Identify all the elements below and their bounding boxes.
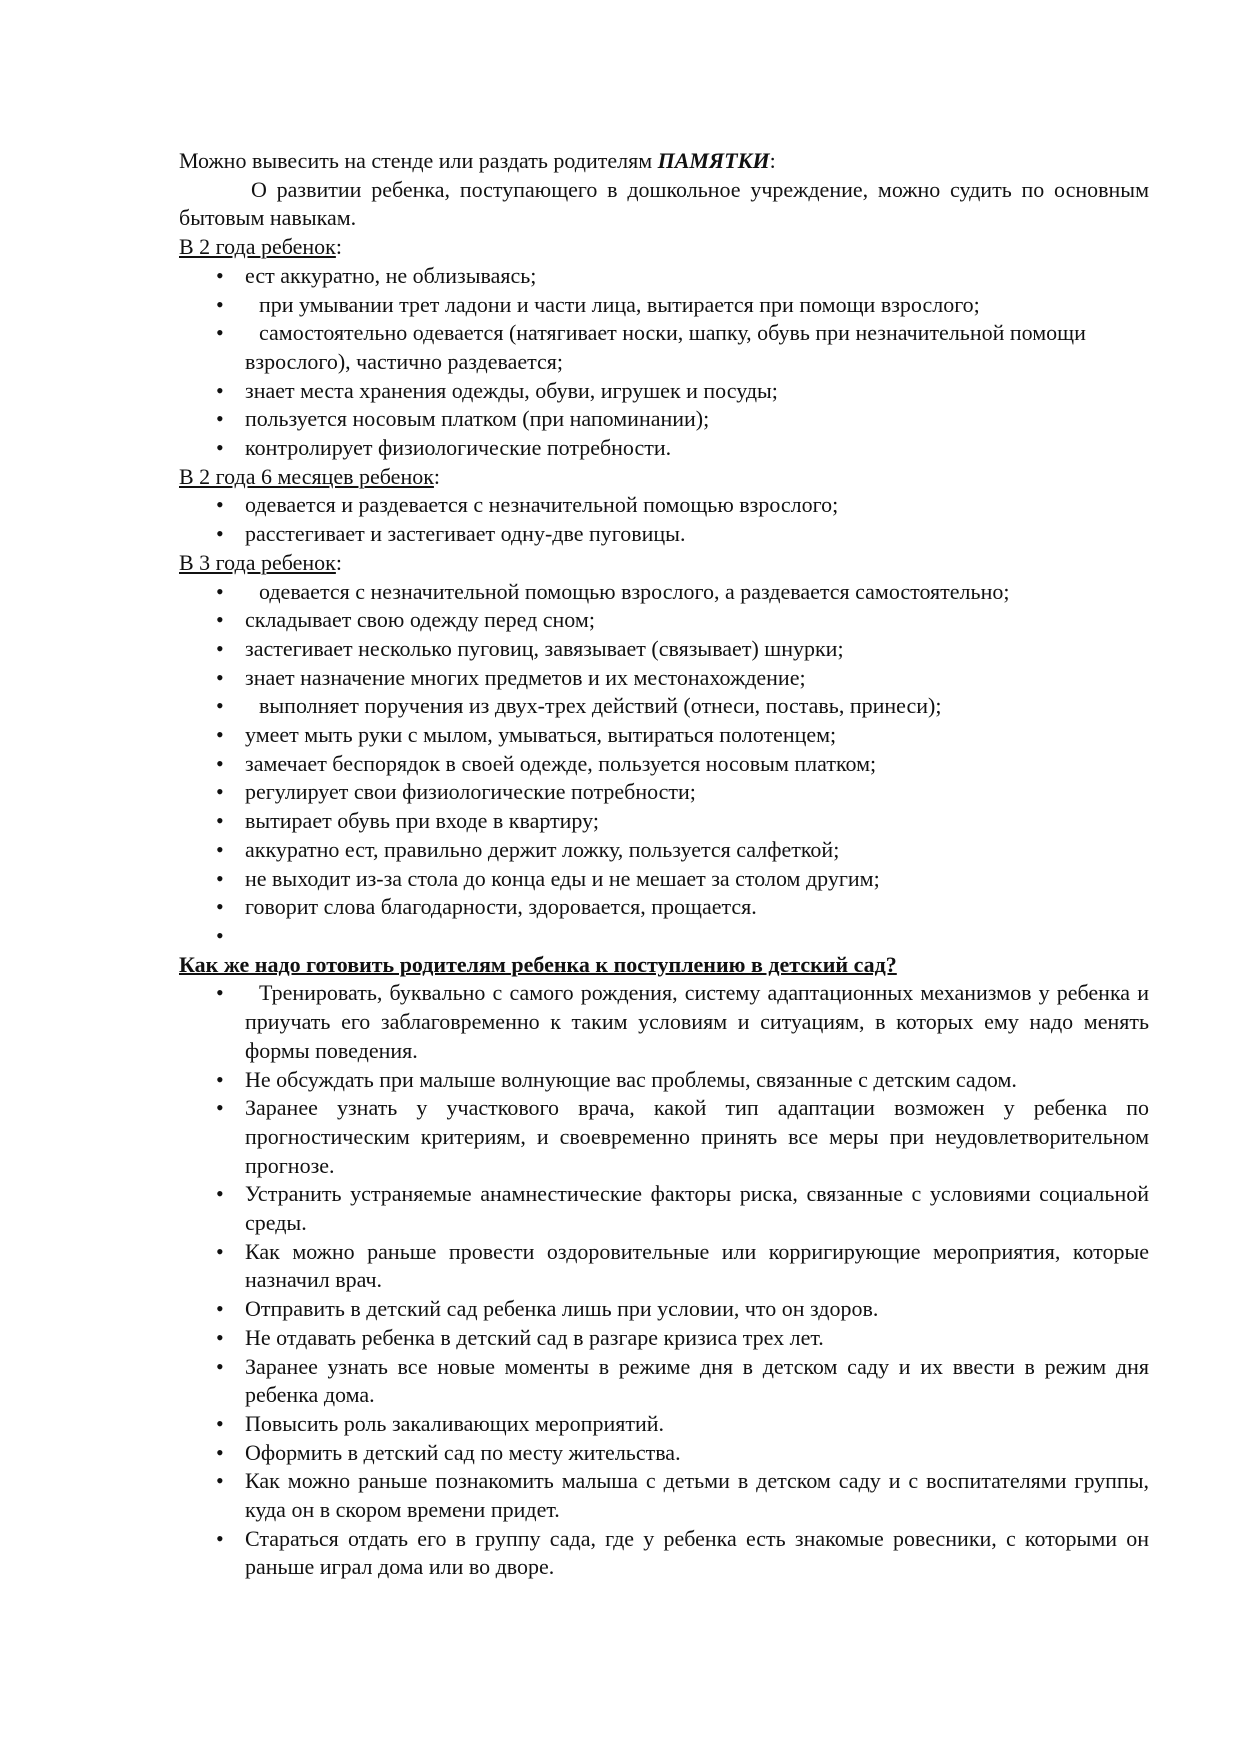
section-title-text: В 3 года ребенок bbox=[179, 549, 336, 575]
list-item-text: Как можно раньше познакомить малыша с детьми в детском саду и с воспитателями группы, куда он в скором времени придет. bbox=[245, 1468, 1149, 1523]
list-item-text: не выходит из-за стола до конца еды и не мешает за столом другим; bbox=[245, 865, 880, 891]
bullet-icon: • bbox=[216, 922, 224, 948]
skills-list bbox=[179, 262, 1149, 463]
intro-colon: : bbox=[769, 148, 776, 173]
list-item-text: Заранее узнать у участкового врача, какой тип адаптации возможен у ребенка по прогностическим критериям, и своевременно принять все меры при неудовлетворительном прогнозе. bbox=[245, 1095, 1149, 1178]
list-item-text: знает назначение многих предметов и их местонахождение; bbox=[245, 664, 806, 690]
list-item-text: говорит слова благодарности, здоровается, прощается. bbox=[245, 894, 757, 920]
memo-emphasis: ПАМЯТКИ bbox=[657, 148, 770, 173]
bullet-icon: • bbox=[216, 980, 224, 1006]
list-item-text: знает места хранения одежды, обуви, игрушек и посуды; bbox=[245, 377, 778, 403]
list-item-text: вытирает обувь при входе в квартиру; bbox=[245, 808, 599, 834]
bullet-icon: • bbox=[216, 435, 224, 461]
section-title-colon: : bbox=[335, 549, 342, 575]
list-item-text: ест аккуратно, не облизываясь; bbox=[245, 262, 537, 288]
list-item bbox=[179, 922, 1149, 951]
section-title bbox=[179, 463, 1149, 492]
section-title-text: В 2 года ребенок bbox=[179, 234, 336, 260]
list-item-text: расстегивает и застегивает одну-две пуговицы. bbox=[245, 521, 686, 547]
bullet-icon: • bbox=[216, 578, 224, 604]
list-item-text: контролирует физиологические потребности. bbox=[245, 435, 672, 461]
list-item-text: Заранее узнать все новые моменты в режиме дня в детском саду и их ввести в режим дня ребенка дома. bbox=[245, 1353, 1149, 1408]
section-title-text: В 2 года 6 месяцев ребенок bbox=[179, 463, 434, 489]
section-title-colon: : bbox=[433, 463, 441, 489]
list-item-text: выполняет поручения из двух-трех действий (отнеси, поставь, принеси); bbox=[259, 693, 942, 719]
intro-paragraph: О развитии ребенка, поступающего в дошкольное учреждение, можно судить по основным бытовым навыкам. bbox=[179, 176, 1149, 231]
list-item-text: умеет мыть руки с мылом, умываться, вытираться полотенцем; bbox=[245, 722, 837, 748]
bullet-icon: • bbox=[216, 808, 224, 834]
bullet-icon: • bbox=[216, 635, 224, 661]
bullet-icon: • bbox=[216, 894, 224, 920]
list-item-text: Повысить роль закаливающих мероприятий. bbox=[245, 1410, 665, 1436]
section-title bbox=[179, 549, 1149, 578]
bullet-icon: • bbox=[216, 607, 224, 633]
bullet-icon: • bbox=[216, 750, 224, 776]
bullet-icon: • bbox=[216, 693, 224, 719]
bullet-icon: • bbox=[216, 1525, 224, 1551]
list-item-text: аккуратно ест, правильно держит ложку, пользуется салфеткой; bbox=[245, 836, 840, 862]
bullet-icon: • bbox=[216, 664, 224, 690]
list-item-text: Устранить устраняемые анамнестические факторы риска, связанные с условиями социальной среды. bbox=[245, 1181, 1149, 1236]
bullet-icon: • bbox=[216, 1324, 224, 1350]
bullet-icon: • bbox=[216, 320, 224, 346]
bullet-icon: • bbox=[216, 262, 224, 288]
list-item-text: застегивает несколько пуговиц, завязывает (связывает) шнурки; bbox=[245, 635, 844, 661]
bullet-icon: • bbox=[216, 779, 224, 805]
list-item bbox=[179, 520, 1149, 549]
list-item bbox=[179, 1238, 1149, 1295]
list-item bbox=[179, 1439, 1149, 1468]
bullet-icon: • bbox=[216, 521, 224, 547]
list-item-text: одевается и раздевается с незначительной помощью взрослого; bbox=[245, 492, 839, 518]
bullet-icon: • bbox=[216, 1181, 224, 1207]
bullet-icon: • bbox=[216, 492, 224, 518]
advice-list bbox=[179, 979, 1149, 1582]
bullet-icon: • bbox=[216, 1410, 224, 1436]
list-item-text: Стараться отдать его в группу сада, где у ребенка есть знакомые ровесники, с которыми он раньше играл дома или во дворе. bbox=[245, 1525, 1149, 1580]
intro-text: Можно вывесить на стенде или раздать родителям bbox=[179, 148, 658, 173]
list-item bbox=[179, 750, 1149, 779]
list-item bbox=[179, 291, 1149, 320]
list-item bbox=[179, 434, 1149, 463]
bullet-icon: • bbox=[216, 1296, 224, 1322]
bullet-icon: • bbox=[216, 865, 224, 891]
section-title-colon: : bbox=[335, 234, 342, 260]
list-item-text: складывает свою одежду перед сном; bbox=[245, 607, 595, 633]
list-item bbox=[179, 1410, 1149, 1439]
bullet-icon: • bbox=[216, 377, 224, 403]
list-item-text: Оформить в детский сад по месту жительства. bbox=[245, 1439, 681, 1465]
bullet-icon: • bbox=[216, 1066, 224, 1092]
bullet-icon: • bbox=[216, 722, 224, 748]
list-item bbox=[179, 319, 1149, 376]
list-item bbox=[179, 1353, 1149, 1410]
bullet-icon: • bbox=[216, 291, 224, 317]
list-item-text: регулирует свои физиологические потребности; bbox=[245, 779, 696, 805]
bullet-icon: • bbox=[216, 1468, 224, 1494]
list-item bbox=[179, 893, 1149, 922]
bullet-icon: • bbox=[216, 1353, 224, 1379]
document-page bbox=[179, 147, 1149, 1582]
list-item bbox=[179, 1467, 1149, 1524]
list-item bbox=[179, 778, 1149, 807]
skills-list bbox=[179, 491, 1149, 548]
list-item bbox=[179, 606, 1149, 635]
skills-list bbox=[179, 578, 1149, 951]
list-item bbox=[179, 635, 1149, 664]
list-item-text: Отправить в детский сад ребенка лишь при условии, что он здоров. bbox=[245, 1296, 879, 1322]
list-item bbox=[179, 1525, 1149, 1582]
list-item bbox=[179, 979, 1149, 1065]
list-item bbox=[179, 1094, 1149, 1180]
list-item bbox=[179, 1180, 1149, 1237]
list-item-text: Не обсуждать при малыше волнующие вас проблемы, связанные с детским садом. bbox=[245, 1066, 1017, 1092]
list-item bbox=[179, 865, 1149, 894]
list-item-text: при умывании трет ладони и части лица, вытирается при помощи взрослого; bbox=[259, 291, 980, 317]
list-item bbox=[179, 262, 1149, 291]
bullet-icon: • bbox=[216, 1439, 224, 1465]
advice-heading: Как же надо готовить родителям ребенка к поступлению в детский сад? bbox=[179, 951, 897, 977]
list-item-text: замечает беспорядок в своей одежде, пользуется носовым платком; bbox=[245, 750, 877, 776]
list-item bbox=[179, 836, 1149, 865]
bullet-icon: • bbox=[216, 406, 224, 432]
list-item bbox=[179, 1324, 1149, 1353]
list-item bbox=[179, 1295, 1149, 1324]
bullet-icon: • bbox=[216, 836, 224, 862]
bullet-icon: • bbox=[216, 1095, 224, 1121]
list-item-text: Не отдавать ребенка в детский сад в разгаре кризиса трех лет. bbox=[245, 1324, 824, 1350]
list-item bbox=[179, 405, 1149, 434]
list-item-text: Тренировать, буквально с самого рождения, систему адаптационных механизмов у ребенка и приучать его заблаговременно к таким условиям и ситуациям, в которых ему надо менять формы поведения. bbox=[245, 980, 1149, 1063]
list-item bbox=[179, 578, 1149, 607]
list-item-text: самостоятельно одевается (натягивает носки, шапку, обувь при незначительной помощи взрослого), частично раздевается; bbox=[245, 320, 1086, 374]
list-item-text: Как можно раньше провести оздоровительные или корригирующие мероприятия, которые назначил врач. bbox=[245, 1238, 1149, 1293]
list-item bbox=[179, 491, 1149, 520]
list-item bbox=[179, 1066, 1149, 1095]
bullet-icon: • bbox=[216, 1238, 224, 1264]
list-item-text: одевается с незначительной помощью взрослого, а раздевается самостоятельно; bbox=[259, 578, 1010, 604]
list-item bbox=[179, 664, 1149, 693]
list-item bbox=[179, 692, 1149, 721]
list-item bbox=[179, 377, 1149, 406]
age-sections bbox=[179, 233, 1149, 951]
list-item bbox=[179, 807, 1149, 836]
section-title bbox=[179, 233, 1149, 262]
list-item bbox=[179, 721, 1149, 750]
list-item-text bbox=[245, 922, 1149, 951]
intro-line bbox=[179, 147, 1149, 176]
list-item-text: пользуется носовым платком (при напоминании); bbox=[245, 406, 710, 432]
